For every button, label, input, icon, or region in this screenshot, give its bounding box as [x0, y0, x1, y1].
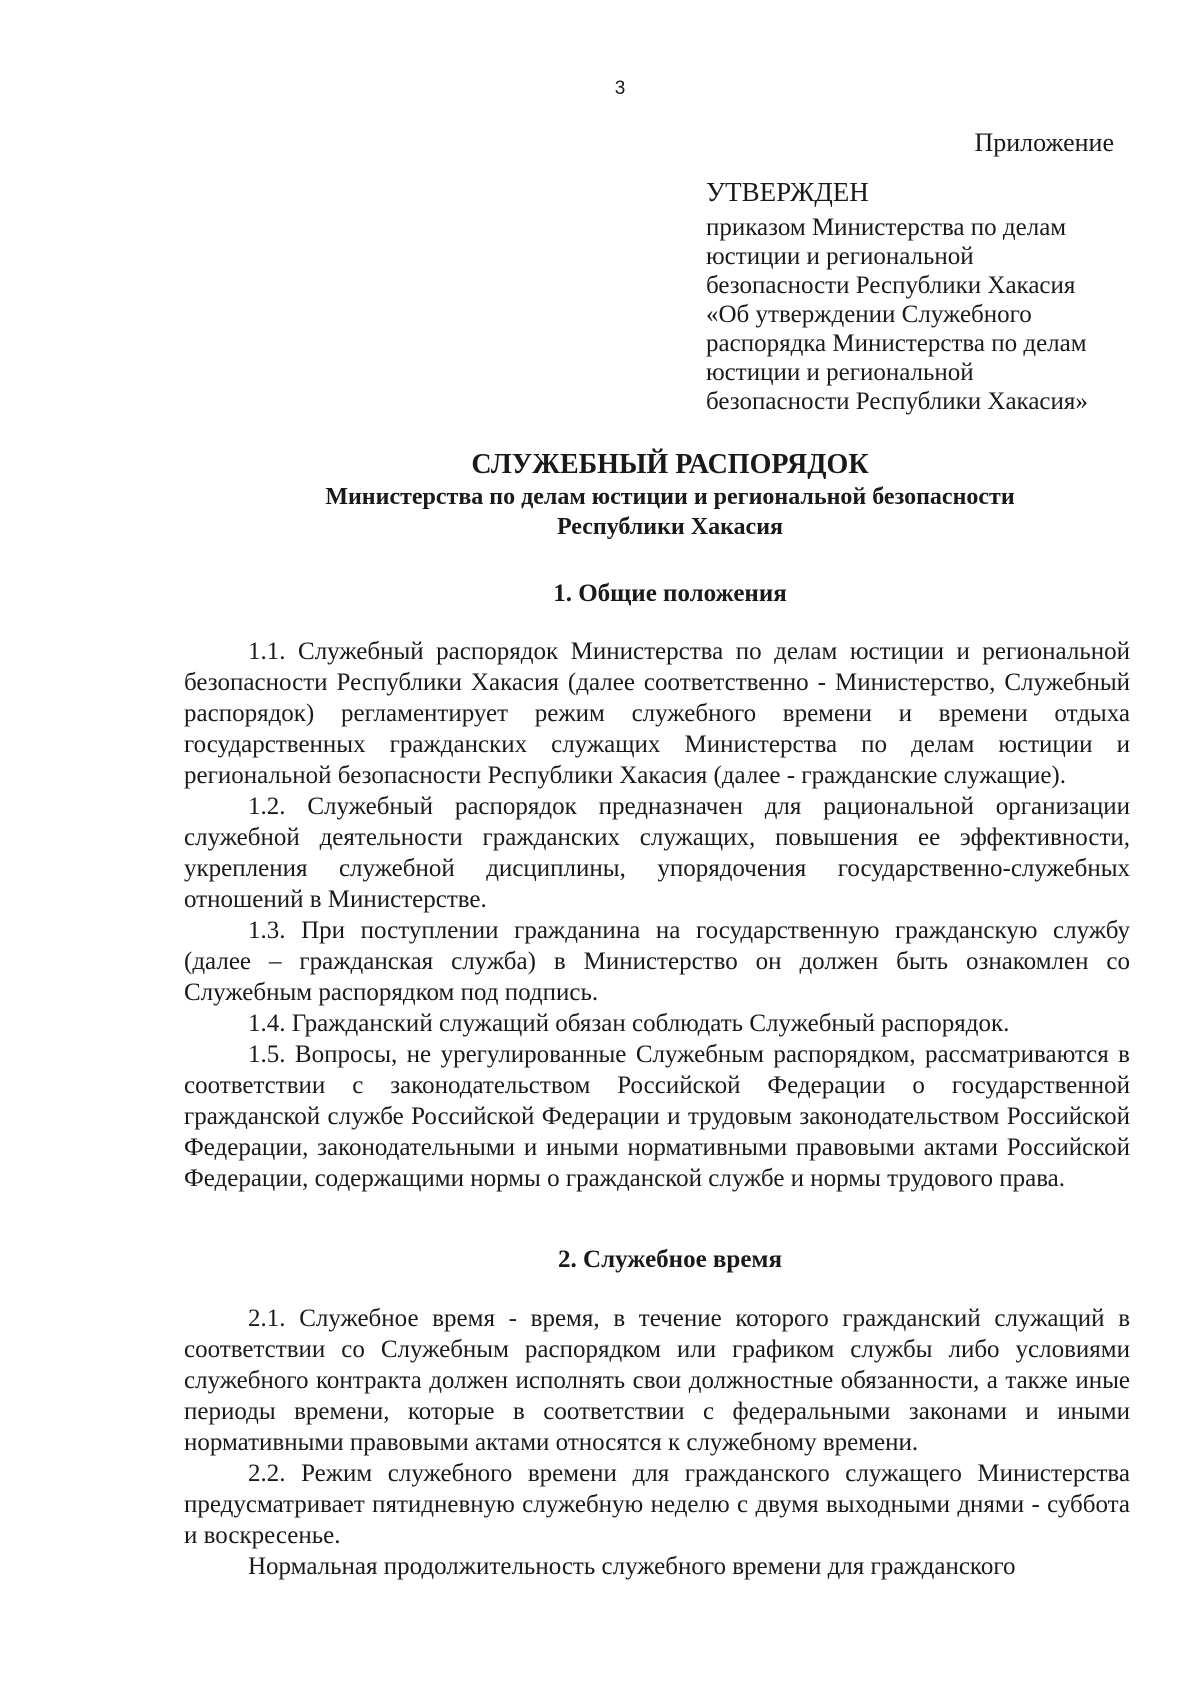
section-heading-service-time: 2. Служебное время	[558, 1246, 782, 1273]
paragraph-2-1: 2.1. Служебное время - время, в течение которого гражданский служащий в соответствии со Служебным распорядком или графиком службы либо условиями служебного контракта должен исполнять свои должностные обязанности, а также иные периоды времени, которые в соответствии с федеральными законами и иными нормативными правовыми актами относятся к служебному времени.	[184, 1305, 1130, 1456]
approval-line: безопасности Республики Хакасия»	[706, 388, 1088, 415]
approval-line: юстиции и региональной	[706, 359, 974, 386]
paragraph-2-2: 2.2. Режим служебного времени для гражданского служащего Министерства предусматривает пятидневную служебную неделю с двумя выходными днями - суббота и воскресенье.	[184, 1460, 1130, 1549]
page-number: 3	[614, 78, 626, 99]
appendix-label: Приложение	[974, 128, 1114, 157]
approval-title: УТВЕРЖДЕН	[706, 177, 869, 207]
section-service-time-body	[184, 1303, 1130, 1582]
approval-line: «Об утверждении Служебного	[706, 301, 1032, 328]
approval-line: безопасности Республики Хакасия	[706, 272, 1076, 299]
approval-line: приказом Министерства по делам	[706, 214, 1067, 241]
approval-line: распорядка Министерства по делам	[706, 330, 1087, 357]
paragraph-1-2: 1.2. Служебный распорядок предназначен для рациональной организации служебной деятельности гражданских служащих, повышения ее эффективности, укрепления служебной дисциплины, упорядочения государственно-служебных отношений в Министерстве.	[184, 793, 1130, 913]
document-subtitle-line2: Республики Хакасия	[556, 514, 784, 540]
approval-line: юстиции и региональной	[706, 243, 974, 270]
section-general-body	[184, 636, 1130, 1194]
paragraph-1-3: 1.3. При поступлении гражданина на государственную гражданскую службу (далее – гражданская служба) в Министерство он должен быть ознакомлен со Служебным распорядком под подпись.	[184, 917, 1130, 1006]
paragraph-2-3: Нормальная продолжительность служебного времени для гражданского	[248, 1553, 1016, 1580]
document-header	[180, 448, 1160, 542]
approval-block	[706, 178, 1146, 416]
paragraph-1-1: 1.1. Служебный распорядок Министерства по делам юстиции и региональной безопасности Республики Хакасия (далее соответственно - Министерство, Служебный распорядок) регламентирует режим служебного времени и времени отдыха государственных гражданских служащих Министерства по делам юстиции и региональной безопасности Республики Хакасия (далее - гражданские служащие).	[184, 638, 1130, 789]
document-subtitle-line1: Министерства по делам юстиции и региональной безопасности	[325, 484, 1015, 510]
paragraph-1-4: 1.4. Гражданский служащий обязан соблюдать Служебный распорядок.	[248, 1010, 1010, 1037]
document-title: СЛУЖЕБНЫЙ РАСПОРЯДОК	[471, 449, 869, 480]
section-heading-general: 1. Общие положения	[553, 580, 787, 607]
paragraph-1-5: 1.5. Вопросы, не урегулированные Служебным распорядком, рассматриваются в соответствии с законодательством Российской Федерации о государственной гражданской службе Российской Федерации и трудовым законодательством Российской Федерации, законодательными и иными нормативными правовыми актами Российской Федерации, содержащими нормы о гражданской службе и нормы трудового права.	[184, 1041, 1130, 1192]
